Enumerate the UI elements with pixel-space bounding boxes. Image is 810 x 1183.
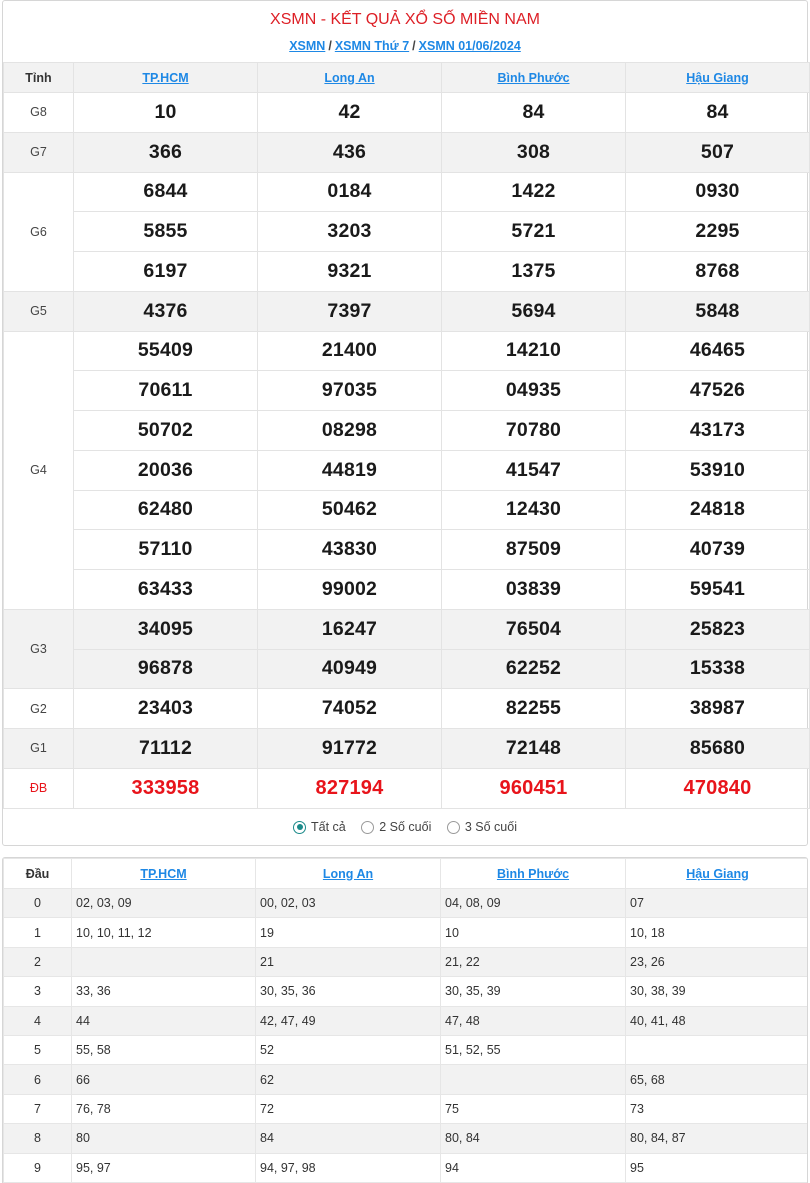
loto-values: 55, 58 (72, 1035, 256, 1064)
prize-number: 14210 (442, 331, 626, 371)
special-prize-number: 333958 (74, 768, 258, 808)
prize-number: 34095 (74, 609, 258, 649)
prize-number: 96878 (74, 649, 258, 689)
prize-number: 08298 (258, 411, 442, 451)
loto-values: 62 (256, 1065, 441, 1094)
prize-number: 53910 (626, 450, 810, 490)
loto-province-link-hau-giang[interactable]: Hậu Giang (686, 866, 749, 881)
prize-number: 82255 (442, 689, 626, 729)
prize-number: 23403 (74, 689, 258, 729)
loto-head-table (3, 858, 808, 1183)
prize-number: 44819 (258, 450, 442, 490)
loto-values: 94 (441, 1153, 626, 1182)
radio-selected-icon[interactable] (293, 821, 306, 834)
prize-number: 87509 (442, 530, 626, 570)
loto-values: 65, 68 (626, 1065, 809, 1094)
filter-2-digits-radio[interactable] (361, 816, 431, 838)
head-digit: 7 (4, 1094, 72, 1123)
prize-label: G7 (4, 132, 74, 172)
prize-row-g4 (4, 570, 810, 610)
loto-row (4, 918, 809, 947)
filter-all-label: Tất cả (311, 820, 346, 834)
loto-values: 19 (256, 918, 441, 947)
breadcrumb (3, 36, 807, 56)
loto-values: 30, 35, 39 (441, 977, 626, 1006)
prize-number: 1422 (442, 172, 626, 212)
prize-number: 42 (258, 93, 442, 133)
loto-values: 40, 41, 48 (626, 1006, 809, 1035)
loto-values: 73 (626, 1094, 809, 1123)
loto-values: 72 (256, 1094, 441, 1123)
prize-number: 9321 (258, 252, 442, 292)
filter-3-digits-label: 3 Số cuối (464, 820, 517, 834)
head-digit: 9 (4, 1153, 72, 1182)
loto-values: 33, 36 (72, 977, 256, 1006)
prize-row-g2 (4, 689, 810, 729)
prize-number: 71112 (74, 729, 258, 769)
prize-number: 43173 (626, 411, 810, 451)
prize-number: 3203 (258, 212, 442, 252)
prize-number: 366 (74, 132, 258, 172)
prize-number: 59541 (626, 570, 810, 610)
prize-number: 5694 (442, 291, 626, 331)
prize-number: 0184 (258, 172, 442, 212)
prize-number: 91772 (258, 729, 442, 769)
prize-row-g4 (4, 530, 810, 570)
head-digit: 5 (4, 1035, 72, 1064)
prize-number: 4376 (74, 291, 258, 331)
loto-values: 10, 18 (626, 918, 809, 947)
prize-number: 5721 (442, 212, 626, 252)
breadcrumb-weekday-link[interactable]: XSMN Thứ 7 (334, 39, 410, 53)
prize-number: 62480 (74, 490, 258, 530)
prize-row-g4 (4, 331, 810, 371)
results-header-row (4, 63, 810, 93)
head-digit: 1 (4, 918, 72, 947)
prize-number: 47526 (626, 371, 810, 411)
prize-number: 50702 (74, 411, 258, 451)
loto-values: 66 (72, 1065, 256, 1094)
loto-values: 44 (72, 1006, 256, 1035)
loto-values: 84 (256, 1124, 441, 1153)
prize-row-g4 (4, 411, 810, 451)
breadcrumb-xsmn-link[interactable]: XSMN (289, 39, 326, 53)
prize-number: 21400 (258, 331, 442, 371)
prize-number: 03839 (442, 570, 626, 610)
loto-values: 21, 22 (441, 947, 626, 976)
prize-number: 507 (626, 132, 810, 172)
breadcrumb-separator: / (328, 39, 332, 53)
loto-values (441, 1065, 626, 1094)
prize-number: 70780 (442, 411, 626, 451)
prize-row-g4 (4, 450, 810, 490)
head-digit-column-label: Đầu (4, 859, 72, 889)
prize-number: 5848 (626, 291, 810, 331)
prize-number: 40949 (258, 649, 442, 689)
prize-number: 76504 (442, 609, 626, 649)
loto-values: 80 (72, 1124, 256, 1153)
prize-number: 57110 (74, 530, 258, 570)
digits-filter (3, 816, 807, 838)
loto-values: 02, 03, 09 (72, 889, 256, 918)
special-prize-number: 827194 (258, 768, 442, 808)
province-link-hau-giang[interactable]: Hậu Giang (686, 70, 749, 85)
prize-number: 50462 (258, 490, 442, 530)
prize-label: G4 (4, 331, 74, 609)
province-link-tphcm[interactable]: TP.HCM (142, 70, 189, 85)
prize-number: 12430 (442, 490, 626, 530)
page-title: XSMN - KẾT QUẢ XỔ SỐ MIỀN NAM (270, 11, 540, 28)
loto-row (4, 947, 809, 976)
filter-2-digits-label: 2 Số cuối (379, 820, 432, 834)
loto-row (4, 1035, 809, 1064)
prize-row-g7 (4, 132, 810, 172)
loto-header-row (4, 859, 809, 889)
prize-number: 5855 (74, 212, 258, 252)
prize-number: 20036 (74, 450, 258, 490)
head-digit: 2 (4, 947, 72, 976)
prize-label: G8 (4, 93, 74, 133)
prize-number: 04935 (442, 371, 626, 411)
loto-values: 80, 84 (441, 1124, 626, 1153)
prize-number: 15338 (626, 649, 810, 689)
loto-card (2, 857, 808, 1183)
prize-label: G2 (4, 689, 74, 729)
loto-values: 47, 48 (441, 1006, 626, 1035)
loto-values: 42, 47, 49 (256, 1006, 441, 1035)
province-link-binh-phuoc[interactable]: Bình Phước (497, 70, 570, 85)
prize-row-g5 (4, 291, 810, 331)
prize-label: G3 (4, 609, 74, 689)
prize-number: 6844 (74, 172, 258, 212)
radio-unselected-icon[interactable] (447, 821, 460, 834)
filter-3-digits-radio[interactable] (447, 816, 517, 838)
prize-number: 46465 (626, 331, 810, 371)
loto-values: 07 (626, 889, 809, 918)
loto-province-link-binh-phuoc[interactable]: Bình Phước (496, 866, 570, 881)
prize-number: 55409 (74, 331, 258, 371)
prize-number: 74052 (258, 689, 442, 729)
prize-number: 25823 (626, 609, 810, 649)
prize-row-g3 (4, 609, 810, 649)
prize-label: G1 (4, 729, 74, 769)
province-link-long-an[interactable]: Long An (324, 70, 375, 85)
loto-row (4, 1065, 809, 1094)
prize-number: 84 (626, 93, 810, 133)
prize-number: 7397 (258, 291, 442, 331)
loto-row (4, 889, 809, 918)
prize-number: 16247 (258, 609, 442, 649)
results-card (2, 0, 808, 846)
radio-unselected-icon[interactable] (361, 821, 374, 834)
prize-row-g1 (4, 729, 810, 769)
prize-row-g6 (4, 172, 810, 212)
special-prize-number: 960451 (442, 768, 626, 808)
breadcrumb-separator: / (412, 39, 416, 53)
prize-number: 97035 (258, 371, 442, 411)
loto-row (4, 1153, 809, 1182)
prize-number: 1375 (442, 252, 626, 292)
prize-row-special (4, 768, 810, 808)
loto-values: 51, 52, 55 (441, 1035, 626, 1064)
prize-number: 63433 (74, 570, 258, 610)
prize-number: 10 (74, 93, 258, 133)
prize-row-g8 (4, 93, 810, 133)
prize-label: G5 (4, 291, 74, 331)
prize-number: 0930 (626, 172, 810, 212)
loto-values: 00, 02, 03 (256, 889, 441, 918)
prize-label: G6 (4, 172, 74, 291)
head-digit: 3 (4, 977, 72, 1006)
prize-number: 62252 (442, 649, 626, 689)
loto-province-link-long-an[interactable]: Long An (322, 866, 374, 881)
prize-row-g6 (4, 252, 810, 292)
loto-values: 95, 97 (72, 1153, 256, 1182)
prize-number: 84 (442, 93, 626, 133)
prize-number: 6197 (74, 252, 258, 292)
loto-values (626, 1035, 809, 1064)
loto-values: 52 (256, 1035, 441, 1064)
prize-row-g4 (4, 490, 810, 530)
loto-values: 94, 97, 98 (256, 1153, 441, 1182)
prize-number: 40739 (626, 530, 810, 570)
loto-values: 10, 10, 11, 12 (72, 918, 256, 947)
prize-number: 85680 (626, 729, 810, 769)
prize-number: 8768 (626, 252, 810, 292)
prize-number: 24818 (626, 490, 810, 530)
head-digit: 4 (4, 1006, 72, 1035)
loto-row (4, 1124, 809, 1153)
province-column-label: Tỉnh (4, 63, 74, 93)
head-digit: 6 (4, 1065, 72, 1094)
prize-number: 99002 (258, 570, 442, 610)
loto-row (4, 1094, 809, 1123)
loto-values: 75 (441, 1094, 626, 1123)
loto-values (72, 947, 256, 976)
prize-number: 308 (442, 132, 626, 172)
prize-row-g6 (4, 212, 810, 252)
special-prize-number: 470840 (626, 768, 810, 808)
loto-row (4, 977, 809, 1006)
loto-values: 04, 08, 09 (441, 889, 626, 918)
prize-row-g4 (4, 371, 810, 411)
loto-values: 21 (256, 947, 441, 976)
loto-values: 30, 38, 39 (626, 977, 809, 1006)
results-table (3, 62, 810, 809)
loto-values: 95 (626, 1153, 809, 1182)
head-digit: 8 (4, 1124, 72, 1153)
prize-number: 38987 (626, 689, 810, 729)
loto-values: 30, 35, 36 (256, 977, 441, 1006)
loto-row (4, 1006, 809, 1035)
prize-number: 436 (258, 132, 442, 172)
prize-row-g3 (4, 649, 810, 689)
filter-all-radio[interactable] (293, 816, 346, 838)
loto-values: 23, 26 (626, 947, 809, 976)
prize-number: 2295 (626, 212, 810, 252)
head-digit: 0 (4, 889, 72, 918)
special-prize-label: ĐB (4, 768, 74, 808)
breadcrumb-date-link[interactable]: XSMN 01/06/2024 (418, 39, 521, 53)
prize-number: 72148 (442, 729, 626, 769)
loto-values: 10 (441, 918, 626, 947)
loto-values: 80, 84, 87 (626, 1124, 809, 1153)
prize-number: 41547 (442, 450, 626, 490)
prize-number: 43830 (258, 530, 442, 570)
loto-values: 76, 78 (72, 1094, 256, 1123)
prize-number: 70611 (74, 371, 258, 411)
loto-province-link-tphcm[interactable]: TP.HCM (140, 866, 187, 881)
